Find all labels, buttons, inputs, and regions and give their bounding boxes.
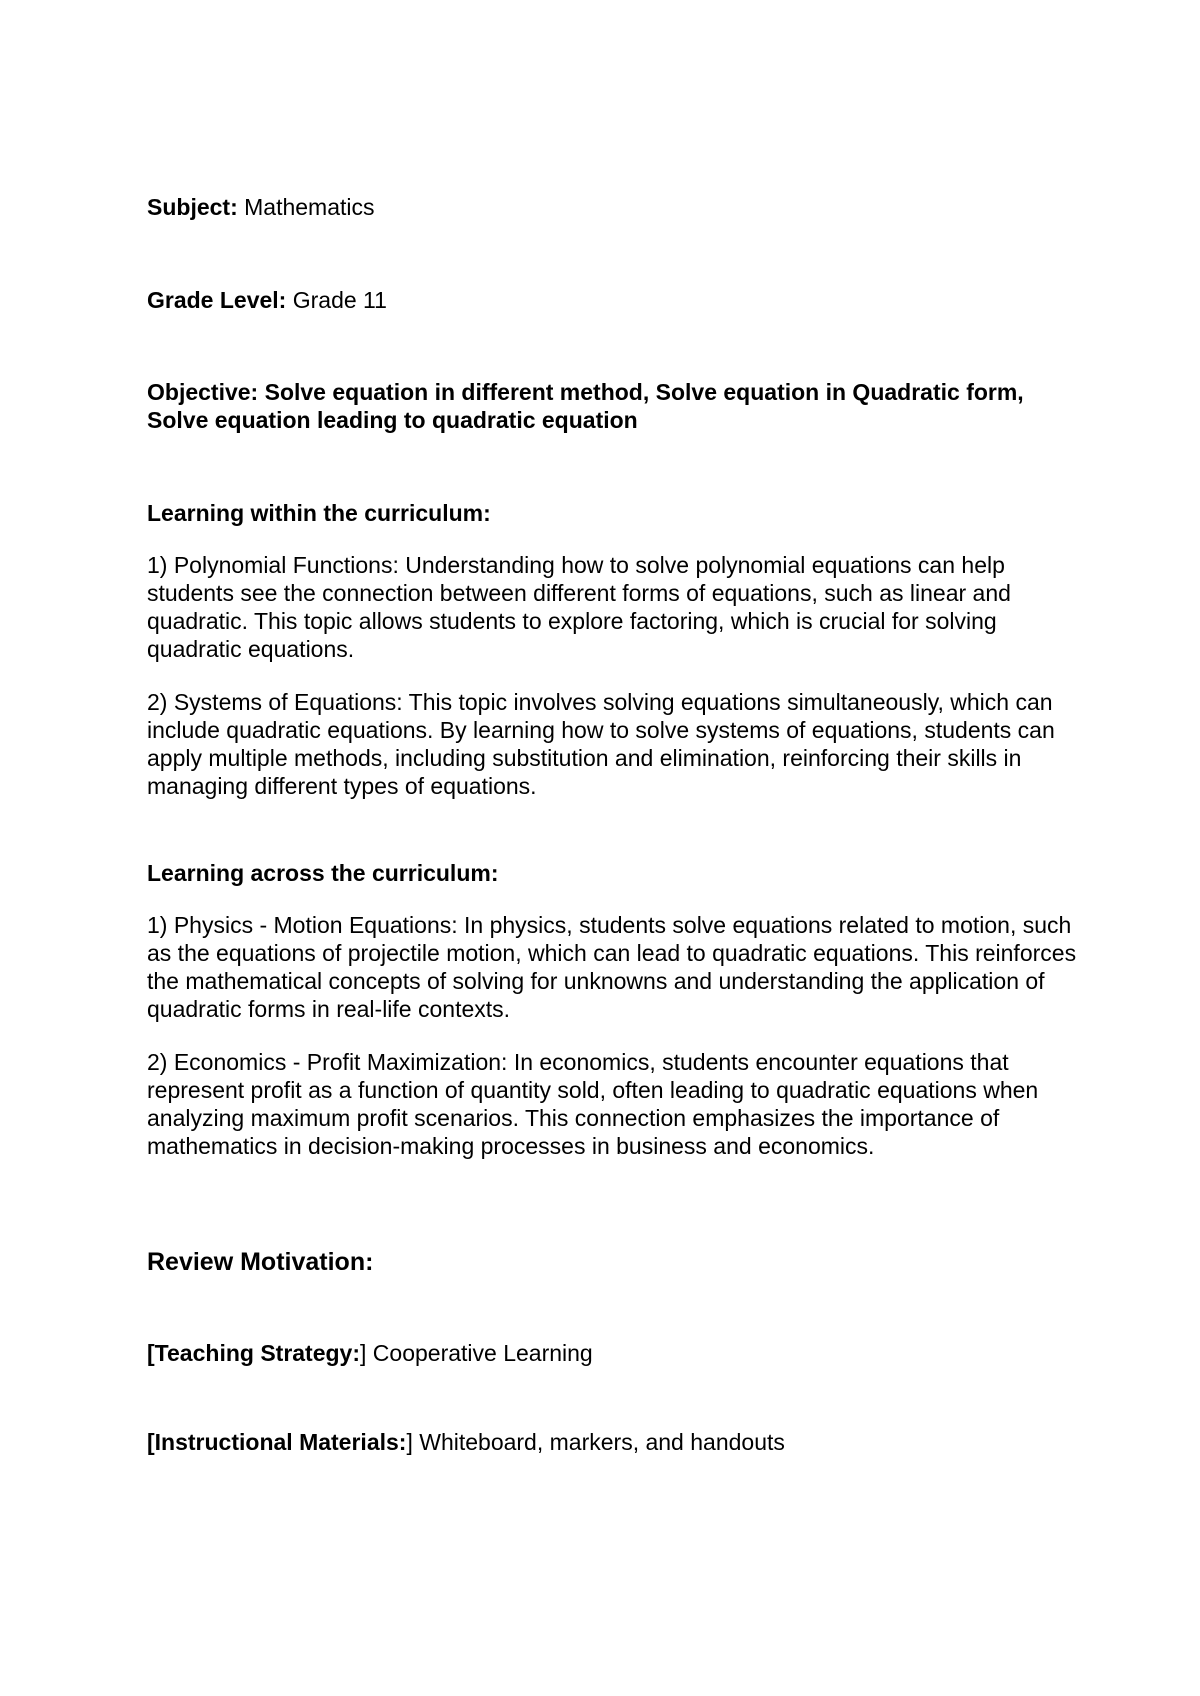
- objective-value: Solve equation in different method, Solve equation in Quadratic form, Solve equation leading to quadratic equation: [147, 379, 1024, 433]
- within-item-2: 2) Systems of Equations: This topic involves solving equations simultaneously, which can include quadratic equations. By learning how to solve systems of equations, students can apply multiple methods, including substitution and elimination, reinforcing their skills in managing different types of equations.: [147, 689, 1055, 799]
- across-heading: Learning across the curriculum:: [147, 860, 499, 886]
- materials-value: Whiteboard, markers, and handouts: [412, 1429, 785, 1455]
- strategy-close-bracket: ]: [360, 1340, 367, 1366]
- within-item-1: 1) Polynomial Functions: Understanding how to solve polynomial equations can help students see the connection between different forms of equations, such as linear and quadratic. This topic allows students to explore factoring, which is crucial for solving quadratic equations.: [147, 552, 1011, 662]
- materials-close-bracket: ]: [406, 1429, 413, 1455]
- strategy-line: [147, 1339, 1077, 1367]
- subject-value: Mathematics: [244, 194, 375, 220]
- across-item-2: 2) Economics - Profit Maximization: In economics, students encounter equations that represent profit as a function of quantity sold, often leading to quadratic equations when analyzing maximum profit scenarios. This connection emphasizes the importance of mathematics in decision-making processes in business and economics.: [147, 1049, 1039, 1159]
- within-heading: Learning within the curriculum:: [147, 500, 491, 526]
- strategy-label: Teaching Strategy:: [154, 1340, 361, 1366]
- objective-label: Objective:: [147, 379, 259, 405]
- strategy-open-bracket: [: [147, 1340, 155, 1366]
- grade-value: Grade 11: [292, 287, 387, 313]
- objective-line: [147, 378, 1077, 434]
- across-item-1: 1) Physics - Motion Equations: In physics, students solve equations related to motion, such as the equations of projectile motion, which can lead to quadratic equations. This reinforces the mathematical concepts of solving for unknowns and understanding the application of quadratic forms in real-life contexts.: [147, 912, 1077, 1022]
- subject-label: Subject:: [147, 194, 238, 220]
- subject-line: [147, 193, 1077, 221]
- materials-open-bracket: [: [147, 1429, 155, 1455]
- strategy-value: Cooperative Learning: [366, 1340, 593, 1366]
- review-heading: Review Motivation:: [147, 1248, 374, 1276]
- materials-line: [147, 1428, 1077, 1456]
- materials-label: Instructional Materials:: [154, 1429, 407, 1455]
- grade-label: Grade Level:: [147, 287, 287, 313]
- grade-line: [147, 286, 1077, 314]
